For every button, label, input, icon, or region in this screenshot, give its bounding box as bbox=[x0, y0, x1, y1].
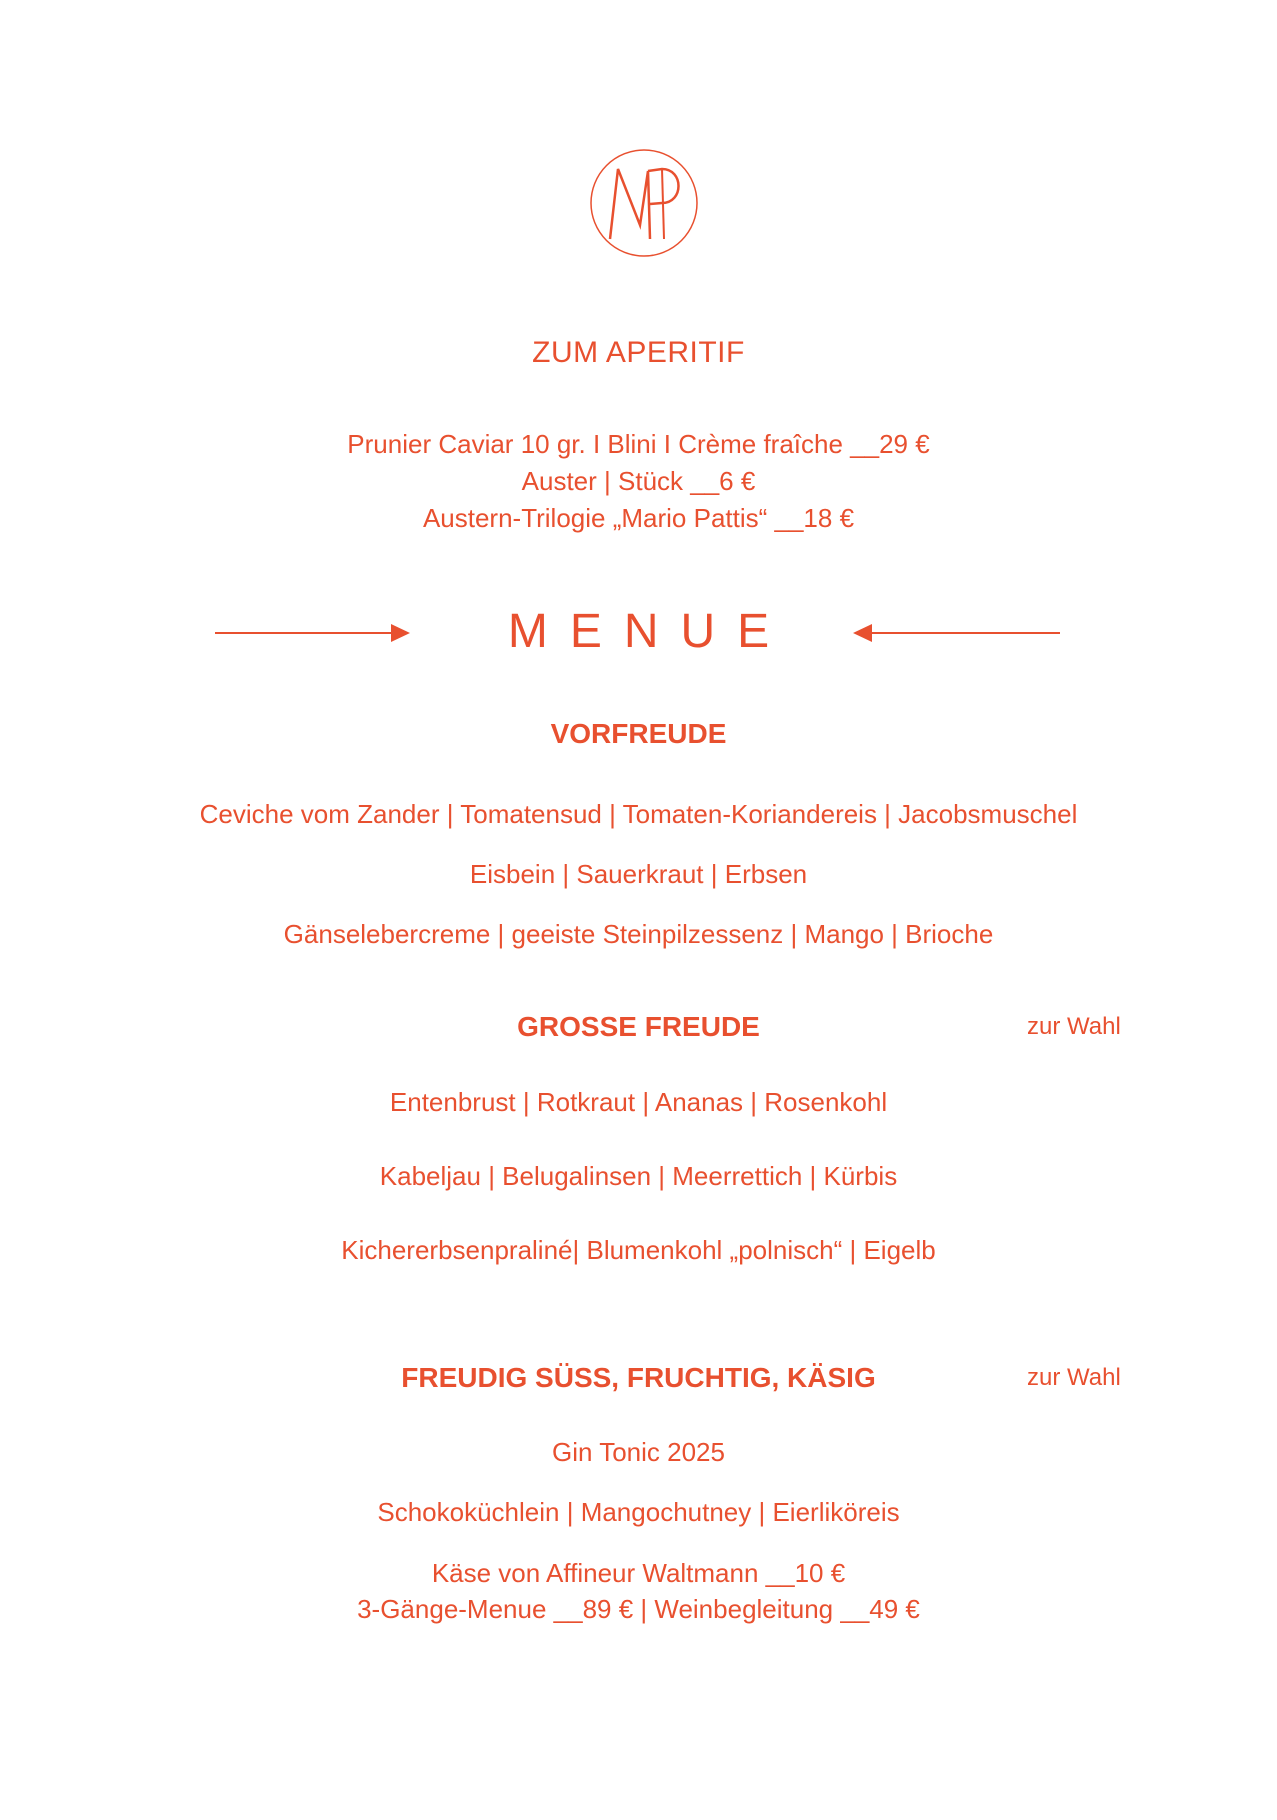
grosse-freude-item: Kichererbsenpraliné| Blumenkohl „polnisch“ | Eigelb bbox=[341, 1235, 936, 1265]
vorfreude-item: Eisbein | Sauerkraut | Erbsen bbox=[469, 859, 808, 889]
grosse-freude-item: Entenbrust | Rotkraut | Ananas | Rosenkohl bbox=[389, 1087, 888, 1117]
vorfreude-item: Gänselebercreme | geeiste Steinpilzessenz | Mango | Brioche bbox=[283, 919, 994, 949]
dessert-item: Schokoküchlein | Mangochutney | Eierliköreis bbox=[377, 1497, 900, 1527]
grosse-freude-item: Kabeljau | Belugalinsen | Meerrettich | Kürbis bbox=[379, 1161, 898, 1191]
menu-prices: 3-Gänge-Menue __89 € | Weinbegleitung __49 € bbox=[357, 1594, 920, 1624]
cheese-item: Käse von Affineur Waltmann __10 € bbox=[431, 1558, 846, 1588]
grosse-freude-heading: GROSSE FREUDE bbox=[517, 1011, 760, 1042]
dessert-heading: FREUDIG SÜSS, FRUCHTIG, KÄSIG bbox=[401, 1362, 876, 1393]
menue-title: MENUE bbox=[507, 605, 792, 658]
aperitif-item: Austern-Trilogie „Mario Pattis“ __18 € bbox=[422, 503, 855, 533]
vorfreude-heading: VORFREUDE bbox=[550, 718, 727, 749]
arrow-left-icon bbox=[853, 621, 1060, 645]
aperitif-item: Prunier Caviar 10 gr. I Blini I Crème fraîche __29 € bbox=[347, 429, 930, 459]
aperitif-heading: ZUM APERITIF bbox=[532, 336, 745, 369]
mp-logo bbox=[588, 147, 700, 259]
dessert-item: Gin Tonic 2025 bbox=[552, 1437, 725, 1467]
aperitif-item: Auster | Stück __6 € bbox=[521, 466, 756, 496]
dessert-note: zur Wahl bbox=[1027, 1364, 1121, 1391]
vorfreude-item: Ceviche vom Zander | Tomatensud | Tomaten-Koriandereis | Jacobsmuschel bbox=[199, 799, 1078, 829]
grosse-freude-note: zur Wahl bbox=[1027, 1013, 1121, 1040]
